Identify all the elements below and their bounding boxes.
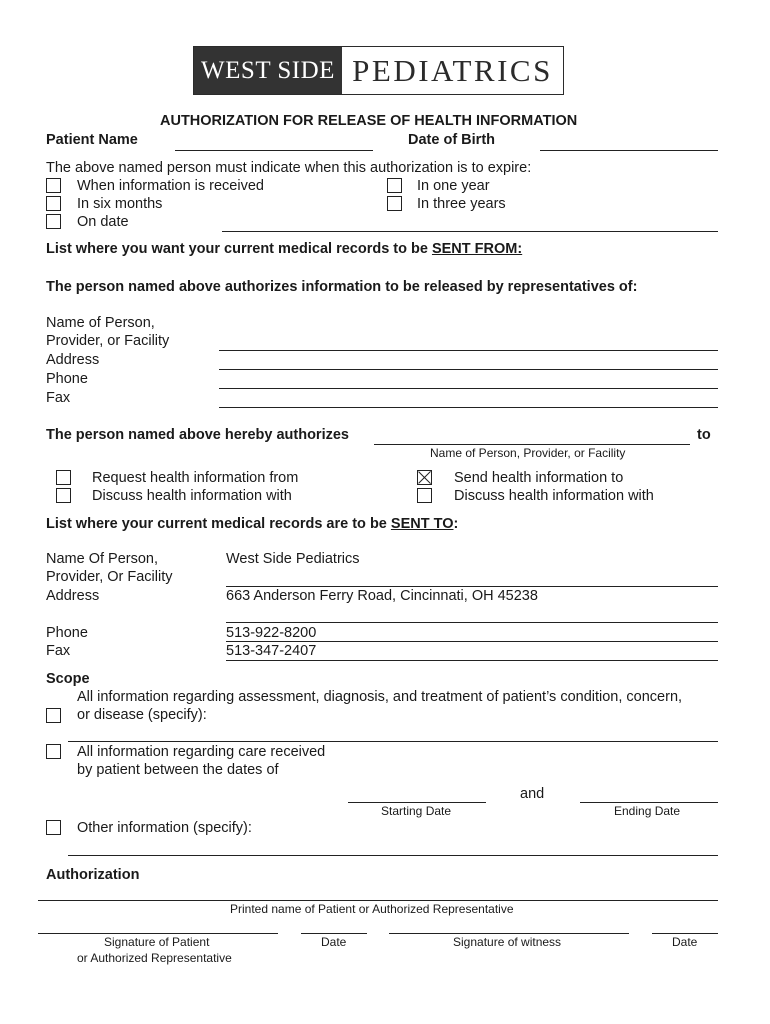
to-name-label-1: Name Of Person,	[46, 551, 159, 567]
to-fax-field-line	[226, 660, 718, 661]
signature-patient-field[interactable]	[38, 933, 278, 934]
expire-date-field[interactable]	[222, 231, 718, 232]
printed-name-caption: Printed name of Patient or Authorized Representative	[230, 902, 514, 916]
scope-all-info-line2: or disease (specify):	[77, 707, 207, 723]
logo	[193, 46, 564, 95]
expire-one-year-checkbox[interactable]	[387, 178, 402, 193]
expire-six-months-label: In six months	[77, 196, 163, 212]
patient-name-field[interactable]	[175, 150, 373, 151]
hereby-to: to	[697, 427, 711, 443]
signature-date-field[interactable]	[301, 933, 367, 934]
authorizes-heading: The person named above authorizes information to be released by representatives of:	[46, 279, 638, 295]
starting-date-caption: Starting Date	[381, 804, 452, 818]
signature-patient-caption-2: or Authorized Representative	[77, 951, 232, 965]
to-phone-value[interactable]: 513-922-8200	[226, 625, 317, 641]
from-phone-label: Phone	[46, 371, 88, 387]
scope-other-field[interactable]	[68, 855, 718, 856]
send-info-label: Send health information to	[454, 470, 624, 486]
ending-date-caption: Ending Date	[614, 804, 681, 818]
from-fax-field[interactable]	[219, 407, 718, 408]
scope-other-checkbox[interactable]	[46, 820, 61, 835]
from-phone-field[interactable]	[219, 388, 718, 389]
sent-from-heading	[46, 241, 522, 257]
from-name-label-1: Name of Person,	[46, 315, 155, 331]
scope-heading: Scope	[46, 671, 90, 687]
to-name-label-2: Provider, Or Facility	[46, 569, 173, 585]
sent-to-heading	[46, 516, 458, 532]
scope-specify-field[interactable]	[68, 741, 718, 742]
scope-care-checkbox[interactable]	[46, 744, 61, 759]
form-title: AUTHORIZATION FOR RELEASE OF HEALTH INFORMATION	[160, 113, 578, 129]
signature-patient-caption-1: Signature of Patient	[104, 935, 210, 949]
discuss-right-checkbox[interactable]	[417, 488, 432, 503]
to-name-field-line	[226, 586, 718, 587]
scope-and: and	[520, 786, 545, 802]
to-address-label: Address	[46, 588, 100, 604]
witness-signature-caption: Signature of witness	[453, 935, 562, 949]
expire-intro: The above named person must indicate when this authorization is to expire:	[46, 160, 532, 176]
witness-date-caption: Date	[672, 935, 698, 949]
from-name-field[interactable]	[219, 350, 718, 351]
to-name-value[interactable]: West Side Pediatrics	[226, 551, 360, 567]
to-address-value[interactable]: 663 Anderson Ferry Road, Cincinnati, OH 45238	[226, 588, 538, 604]
from-name-label-2: Provider, or Facility	[46, 333, 170, 349]
send-info-checkbox[interactable]	[417, 470, 432, 485]
scope-other-label: Other information (specify):	[77, 820, 252, 836]
from-fax-label: Fax	[46, 390, 71, 406]
request-info-label: Request health information from	[92, 470, 299, 486]
to-phone-field-line	[226, 641, 718, 642]
expire-received-checkbox[interactable]	[46, 178, 61, 193]
to-fax-value[interactable]: 513-347-2407	[226, 643, 317, 659]
sent-to-suffix: :	[453, 516, 459, 532]
starting-date-field[interactable]	[348, 802, 486, 803]
expire-on-date-checkbox[interactable]	[46, 214, 61, 229]
logo-pediatrics: PEDIATRICS	[352, 52, 553, 88]
from-address-label: Address	[46, 352, 100, 368]
expire-three-years-label: In three years	[417, 196, 506, 212]
discuss-left-checkbox[interactable]	[56, 488, 71, 503]
sent-to-prefix: List where your current medical records are to be	[46, 516, 391, 532]
sent-to-emph: SENT TO	[390, 516, 454, 532]
patient-name-label: Patient Name	[46, 132, 138, 148]
expire-on-date-label: On date	[77, 214, 129, 230]
to-address-field-line	[226, 622, 718, 623]
expire-six-months-checkbox[interactable]	[46, 196, 61, 211]
dob-field[interactable]	[540, 150, 718, 151]
expire-received-label: When information is received	[77, 178, 264, 194]
expire-one-year-label: In one year	[417, 178, 490, 194]
to-phone-label: Phone	[46, 625, 88, 641]
request-info-checkbox[interactable]	[56, 470, 71, 485]
dob-label: Date of Birth	[408, 132, 495, 148]
printed-name-field[interactable]	[38, 900, 718, 901]
hereby-label: The person named above hereby authorizes	[46, 427, 349, 443]
scope-all-info-line1: All information regarding assessment, diagnosis, and treatment of patient’s condition, concern,	[77, 689, 683, 705]
authorization-heading: Authorization	[46, 867, 140, 883]
sent-from-prefix: List where you want your current medical records to be	[46, 241, 432, 257]
expire-three-years-checkbox[interactable]	[387, 196, 402, 211]
witness-signature-field[interactable]	[389, 933, 629, 934]
logo-west-side: WEST SIDE	[194, 47, 342, 94]
witness-date-field[interactable]	[652, 933, 718, 934]
hereby-caption: Name of Person, Provider, or Facility	[430, 446, 626, 460]
scope-all-info-checkbox[interactable]	[46, 708, 61, 723]
sent-from-emph: SENT FROM:	[431, 241, 523, 257]
from-address-field[interactable]	[219, 369, 718, 370]
hereby-name-field[interactable]	[374, 444, 690, 445]
to-fax-label: Fax	[46, 643, 71, 659]
discuss-left-label: Discuss health information with	[92, 488, 292, 504]
scope-care-line1: All information regarding care received	[77, 744, 326, 760]
ending-date-field[interactable]	[580, 802, 718, 803]
discuss-right-label: Discuss health information with	[454, 488, 654, 504]
scope-care-line2: by patient between the dates of	[77, 762, 279, 778]
signature-date-caption: Date	[321, 935, 347, 949]
